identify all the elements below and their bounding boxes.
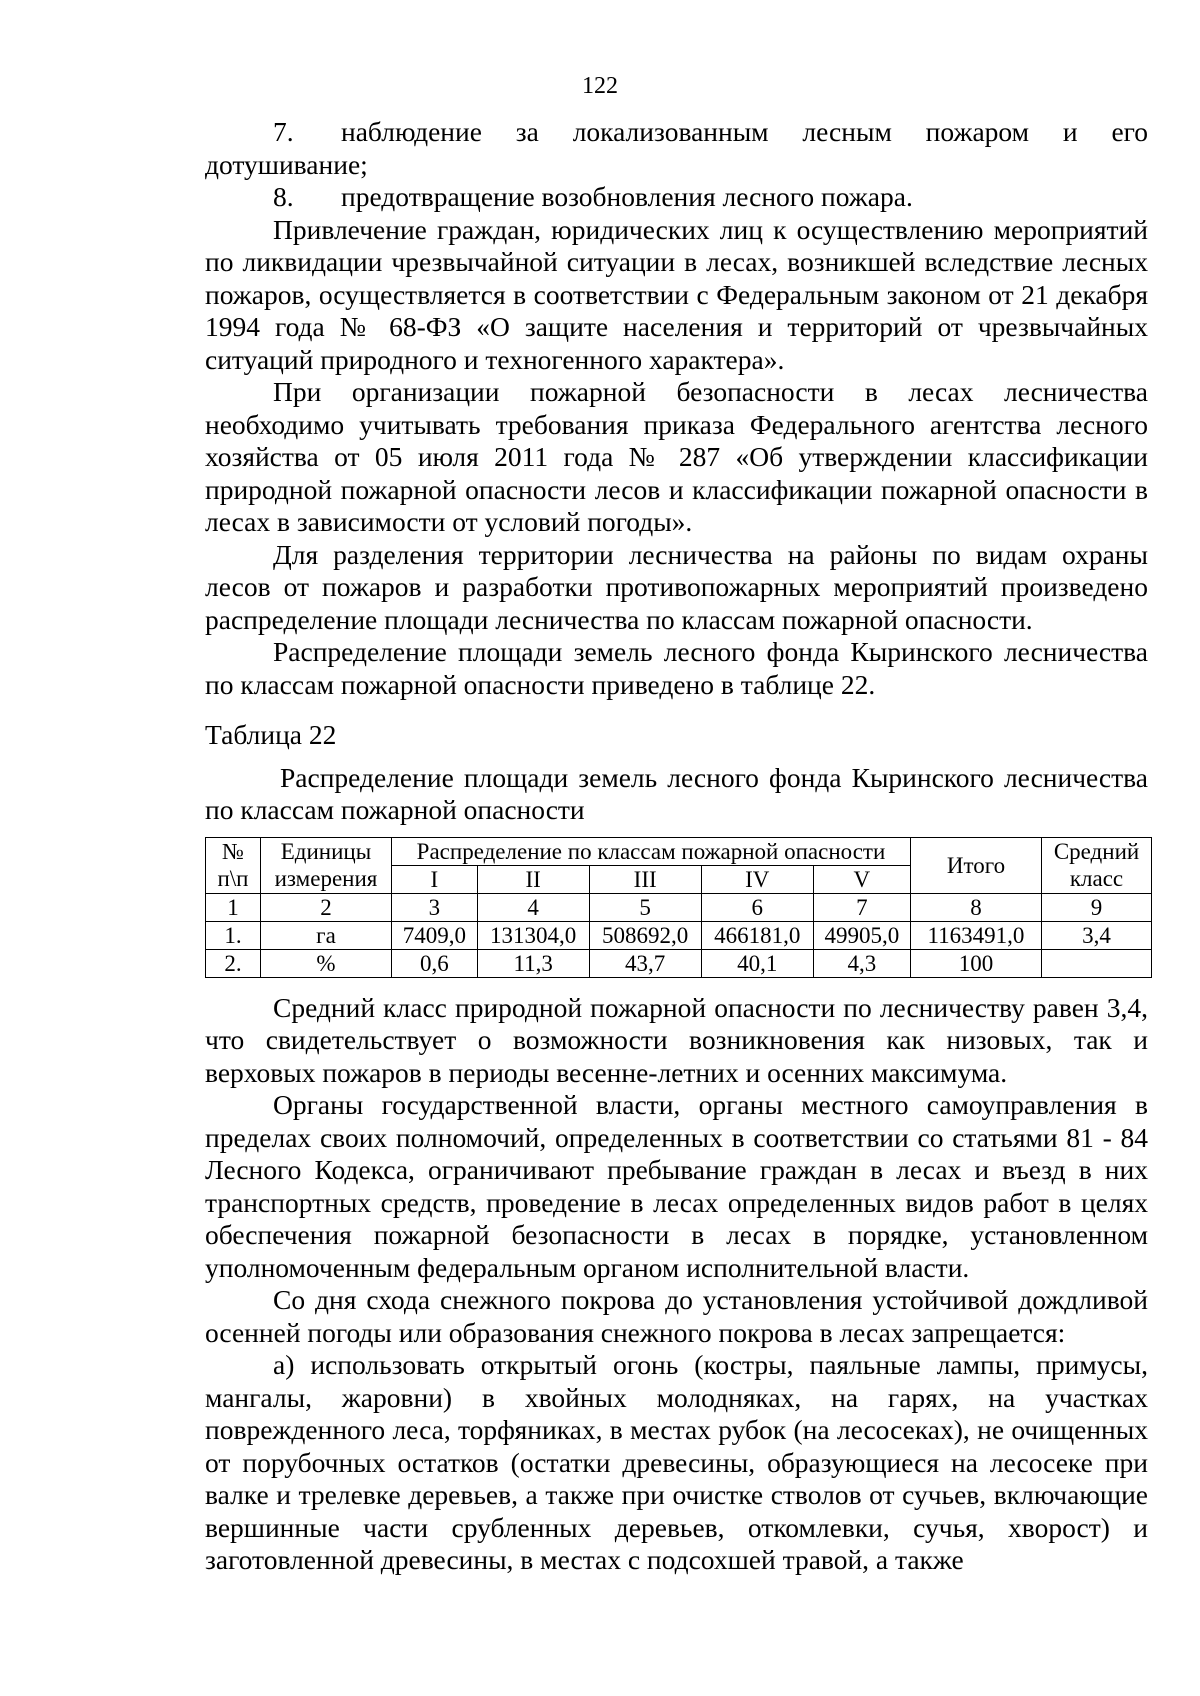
table-cell: 5	[589, 893, 701, 921]
list-item	[205, 116, 1148, 181]
table-cell: 6	[701, 893, 813, 921]
table-label: Таблица 22	[205, 719, 337, 750]
table-cell: 3,4	[1042, 921, 1152, 949]
table-cell: 1163491,0	[910, 921, 1041, 949]
header-distribution: Распределение по классам пожарной опасности	[392, 837, 911, 865]
table-cell: 131304,0	[477, 921, 589, 949]
paragraph: Средний класс природной пожарной опасности по лесничеству равен 3,4, что свидетельствует о возможности возникновения как низовых, так и верховых пожаров в периоды весенне-летних и осенних максимума.	[205, 991, 1148, 1088]
table-row	[206, 921, 1152, 949]
list-item-number: 7.	[273, 116, 294, 147]
list-item	[205, 181, 1148, 214]
paragraph: Привлечение граждан, юридических лиц к осуществлению мероприятий по ликвидации чрезвычайной ситуации в лесах, возникшей вследствие лесных пожаров, осуществляется в соответствии с Федеральным законом от 21 декабря 1994 года № 68-ФЗ «О защите населения и территорий от чрезвычайных ситуаций природного и техногенного характера».	[205, 213, 1148, 375]
table-cell: 7	[813, 893, 910, 921]
table-cell: 3	[392, 893, 478, 921]
table-cell: 11,3	[477, 949, 589, 977]
table-index-row	[206, 893, 1152, 921]
paragraph: а) использовать открытый огонь (костры, паяльные лампы, примусы, мангалы, жаровни) в хвойных молодняках, на гарях, на участках поврежденного леса, торфяниках, в местах рубок (на лесосеках), не очищенных от порубочных остатков (остатки древесины, образующиеся на лесосеке при валке и трелевке деревьев, а также при очистке стволов от сучьев, включающие вершинные части срубленных деревьев, откомлевки, сучья, хворост) и заготовленной древесины, в местах с подсохшей травой, а также	[205, 1349, 1148, 1575]
fire-class-table	[205, 837, 1152, 978]
table-cell: 1	[206, 893, 261, 921]
table-cell: 7409,0	[392, 921, 478, 949]
table-cell: 2	[260, 893, 391, 921]
table-cell: 1.	[206, 921, 261, 949]
list-item-text: предотвращение возобновления лесного пожара.	[341, 181, 913, 212]
table-cell: 466181,0	[701, 921, 813, 949]
paragraph: Со дня схода снежного покрова до установления устойчивой дождливой осенней погоды или образования снежного покрова в лесах запрещается:	[205, 1284, 1148, 1348]
table-cell: 49905,0	[813, 921, 910, 949]
table-cell: 40,1	[701, 949, 813, 977]
header-class: IV	[701, 865, 813, 893]
header-unit: Единицы измерения	[260, 837, 391, 893]
paragraph: Для разделения территории лесничества на районы по видам охраны лесов от пожаров и разработки противопожарных мероприятий произведено распределение площади лесничества по классам пожарной опасности.	[205, 538, 1148, 635]
table-cell: 43,7	[589, 949, 701, 977]
paragraph: Распределение площади земель лесного фонда Кыринского лесничества по классам пожарной опасности приведено в таблице 22.	[205, 636, 1148, 700]
header-class: II	[477, 865, 589, 893]
document-body	[205, 116, 1148, 1577]
table-cell	[1042, 949, 1152, 977]
list-item-text: наблюдение за локализованным лесным пожаром и его дотушивание;	[205, 116, 1148, 180]
table-cell: 508692,0	[589, 921, 701, 949]
paragraph: При организации пожарной безопасности в лесах лесничества необходимо учитывать требования приказа Федерального агентства лесного хозяйства от 05 июля 2011 года № 287 «Об утверждении классификации природной пожарной опасности лесов и классификации пожарной опасности в лесах в зависимости от условий погоды».	[205, 376, 1148, 537]
table-cell: 2.	[206, 949, 261, 977]
header-num: № п\п	[206, 837, 261, 893]
list-item-number: 8.	[273, 181, 294, 212]
header-class: III	[589, 865, 701, 893]
table-cell: 4	[477, 893, 589, 921]
page-number: 122	[582, 73, 618, 99]
table-row	[206, 949, 1152, 977]
table-cell: 0,6	[392, 949, 478, 977]
table-caption: Распределение площади земель лесного фонда Кыринского лесничества по классам пожарной опасности	[205, 761, 1148, 825]
paragraph: Органы государственной власти, органы местного самоуправления в пределах своих полномочий, определенных в соответствии со статьями 81 - 84 Лесного Кодекса, ограничивают пребывание граждан в лесах и въезд в них транспортных средств, проведение в лесах определенных видов работ в целях обеспечения пожарной безопасности в лесах в порядке, установленном уполномоченным федеральным органом исполнительной власти.	[205, 1089, 1148, 1283]
header-total: Итого	[910, 837, 1041, 893]
header-class: I	[392, 865, 478, 893]
table-cell: 4,3	[813, 949, 910, 977]
table-cell: 9	[1042, 893, 1152, 921]
table-cell: га	[260, 921, 391, 949]
table-header-row	[206, 837, 1152, 865]
table-cell: 100	[910, 949, 1041, 977]
header-class: V	[813, 865, 910, 893]
table-cell: 8	[910, 893, 1041, 921]
table-cell: %	[260, 949, 391, 977]
header-avg: Средний класс	[1042, 837, 1152, 893]
